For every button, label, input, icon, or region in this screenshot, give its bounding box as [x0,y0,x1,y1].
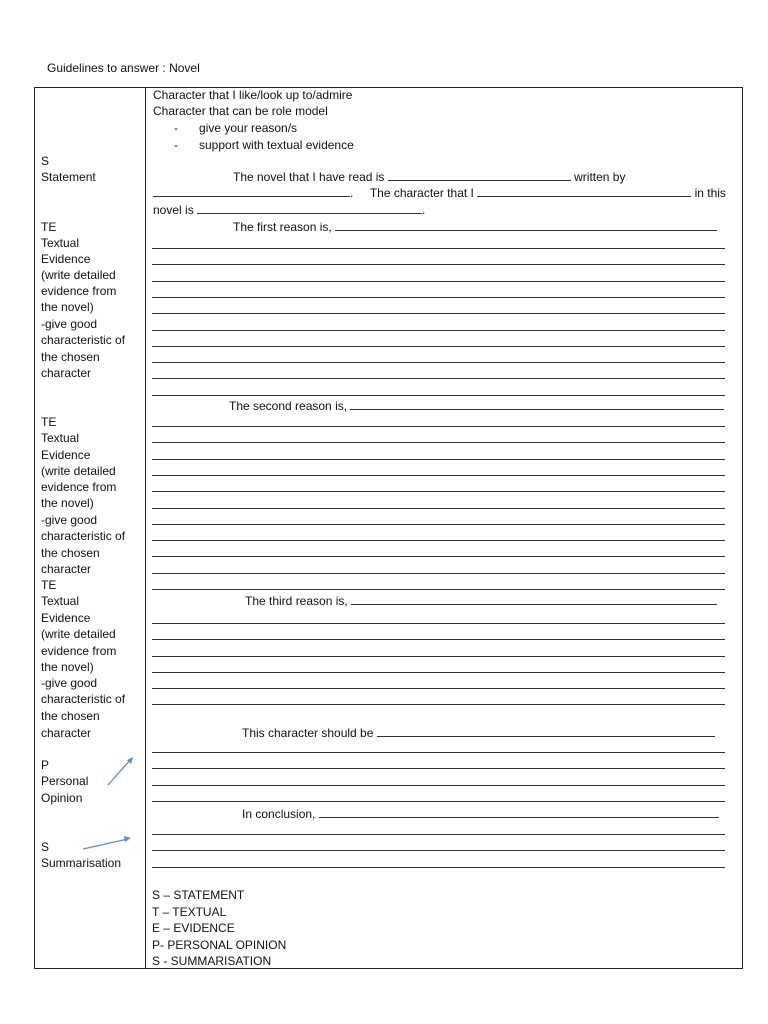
answer-line[interactable] [152,688,725,689]
feeling-blank[interactable] [477,185,691,197]
te-line: Textual [41,431,80,445]
te-line: Textual [41,594,80,608]
third-reason-blank[interactable] [351,593,717,605]
answer-line[interactable] [152,508,725,509]
te-line: -give good [41,317,98,331]
author-blank[interactable] [153,185,350,197]
answer-line[interactable] [152,330,725,331]
instruction-bullet: give your reason/s [199,121,298,135]
personal-opinion-code: P [41,758,50,772]
te-line: the chosen [41,546,100,560]
te-line: (write detailed [41,464,116,478]
te-line: characteristic of [41,333,126,347]
te-line: Evidence [41,448,91,462]
statement-code: S [41,154,50,168]
second-reason-prompt: The second reason is, [229,398,724,414]
te-code: TE [41,415,57,429]
column-divider [145,87,146,969]
third-reason-prompt: The third reason is, [245,593,717,609]
te-code: TE [41,220,57,234]
personal-opinion-label: Opinion [41,791,83,805]
statement-line-1: The novel that I have read is written by [233,170,626,184]
te-line: Evidence [41,611,91,625]
second-reason-blank[interactable] [350,398,724,410]
answer-line[interactable] [152,264,725,265]
answer-line[interactable] [152,442,725,443]
answer-line[interactable] [152,459,725,460]
te-code: TE [41,578,57,592]
answer-line[interactable] [152,867,725,868]
answer-line[interactable] [152,704,725,705]
te-line: characteristic of [41,529,126,543]
novel-title-blank[interactable] [388,169,571,181]
personal-opinion-label: Personal [41,774,89,788]
te-line: -give good [41,513,98,527]
answer-line[interactable] [152,589,725,590]
answer-line[interactable] [152,248,725,249]
answer-line[interactable] [152,297,725,298]
character-should-blank[interactable] [377,725,715,737]
answer-line[interactable] [152,672,725,673]
answer-line[interactable] [152,395,725,396]
te-line: characteristic of [41,692,126,706]
answer-line[interactable] [152,656,725,657]
answer-line[interactable] [152,834,725,835]
te-line: -give good [41,676,98,690]
conclusion-prompt: In conclusion, [242,806,719,822]
statement-label: Statement [41,170,96,184]
instruction-line: Character that can be role model [153,104,328,118]
te-line: (write detailed [41,268,116,282]
first-reason-blank[interactable] [335,219,717,231]
te-line: evidence from [41,480,117,494]
te-line: character [41,562,92,576]
statement-line-2: . The character that I in this [153,185,726,201]
answer-line[interactable] [152,426,725,427]
summarisation-code: S [41,840,50,854]
te-line: evidence from [41,644,117,658]
bullet-dash: - [174,138,178,152]
statement-line-3: novel is . [153,203,426,217]
arrow-icon [80,832,136,854]
answer-line[interactable] [152,768,725,769]
te-line: Textual [41,236,80,250]
answer-line[interactable] [152,362,725,363]
summarisation-label: Summarisation [41,856,122,870]
answer-line[interactable] [152,281,725,282]
bullet-dash: - [174,121,178,135]
conclusion-blank[interactable] [319,806,719,818]
key-item: S - SUMMARISATION [152,954,272,968]
te-line: the novel) [41,660,94,674]
te-line: character [41,366,92,380]
answer-line[interactable] [152,524,725,525]
key-item: T – TEXTUAL [152,905,227,919]
answer-line[interactable] [152,623,725,624]
answer-line[interactable] [152,491,725,492]
answer-line[interactable] [152,573,725,574]
answer-line[interactable] [152,346,725,347]
answer-line[interactable] [152,313,725,314]
te-line: (write detailed [41,627,116,641]
key-item: E – EVIDENCE [152,921,235,935]
key-item: P- PERSONAL OPINION [152,938,287,952]
answer-line[interactable] [152,540,725,541]
answer-line[interactable] [152,639,725,640]
page-title: Guidelines to answer : Novel [47,61,200,75]
answer-line[interactable] [152,475,725,476]
te-line: the novel) [41,300,94,314]
te-line: the chosen [41,709,100,723]
te-line: Evidence [41,252,91,266]
answer-line[interactable] [152,378,725,379]
answer-line[interactable] [152,752,725,753]
key-item: S – STATEMENT [152,888,245,902]
instruction-line: Character that I like/look up to/admire [153,88,353,102]
answer-line[interactable] [152,850,725,851]
answer-line[interactable] [152,785,725,786]
te-line: evidence from [41,284,117,298]
instruction-bullet: support with textual evidence [199,138,354,152]
te-line: character [41,726,92,740]
answer-line[interactable] [152,556,725,557]
te-line: the chosen [41,350,100,364]
te-line: the novel) [41,496,94,510]
character-name-blank[interactable] [197,202,422,214]
arrow-icon [100,752,140,792]
answer-line[interactable] [152,801,725,802]
first-reason-prompt: The first reason is, [233,219,717,235]
character-should-prompt: This character should be [242,725,715,741]
